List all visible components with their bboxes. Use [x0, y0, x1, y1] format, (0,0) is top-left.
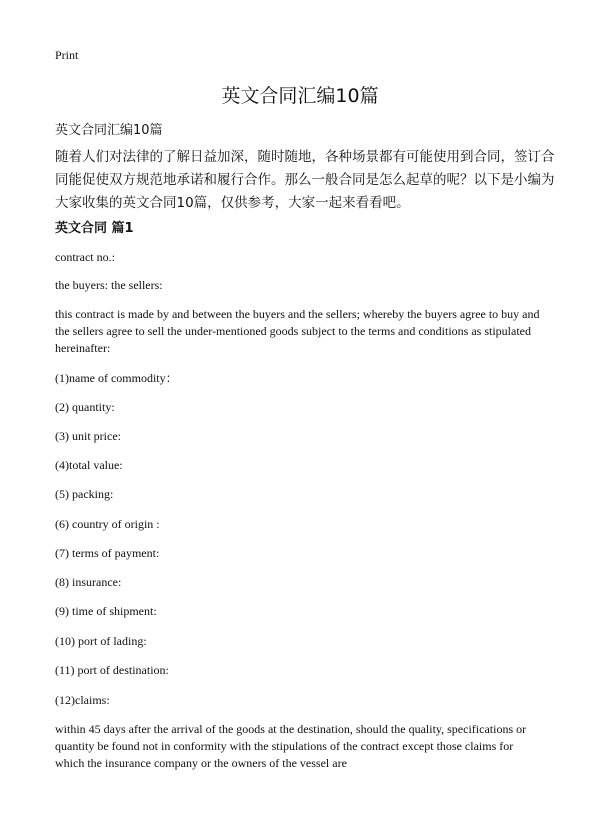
contract-item: (5) packing:	[55, 487, 114, 501]
contract-item: (2) quantity:	[55, 400, 115, 414]
contract-item: (3) unit price:	[55, 429, 121, 443]
contract-no: contract no.:	[55, 250, 115, 264]
preamble: this contract is made by and between the buyers and the sellers; whereby the buyers agree to buy and the sellers agree to sell the under-mentioned goods subject to the terms and conditions as stipulated hereinafter:	[55, 307, 540, 355]
subtitle: 英文合同汇编10篇	[55, 123, 163, 138]
contract-item: (8) insurance:	[55, 575, 122, 589]
page-title: 英文合同汇编10篇	[221, 85, 379, 107]
contract-item: (1)name of commodity：	[55, 371, 178, 385]
section-heading: 英文合同 篇1	[55, 221, 134, 236]
contract-item: (12)claims:	[55, 693, 110, 707]
intro-paragraph: 随着人们对法律的了解日益加深，随时随地，各种场景都有可能使用到合同，签订合同能促使双方规范地承诺和履行合作。那么一般合同是怎么起草的呢？以下是小编为大家收集的英文合同10篇，仅供参考，大家一起来看看吧。	[55, 149, 555, 211]
contract-item: (4)total value:	[55, 458, 123, 472]
parties: the buyers: the sellers:	[55, 278, 163, 292]
contract-item: (9) time of shipment:	[55, 604, 157, 618]
contract-item: (11) port of destination:	[55, 663, 169, 677]
print-link[interactable]: Print	[55, 48, 79, 62]
contract-item: (10) port of lading:	[55, 634, 147, 648]
contract-item: (7) terms of payment:	[55, 546, 160, 560]
contract-item: (6) country of origin :	[55, 517, 160, 531]
claims-text: within 45 days after the arrival of the goods at the destination, should the quality, specifications or quantity be found not in conformity with the stipulations of the contract except those claims for which the insurance company or the owners of the vessel are	[55, 722, 527, 770]
